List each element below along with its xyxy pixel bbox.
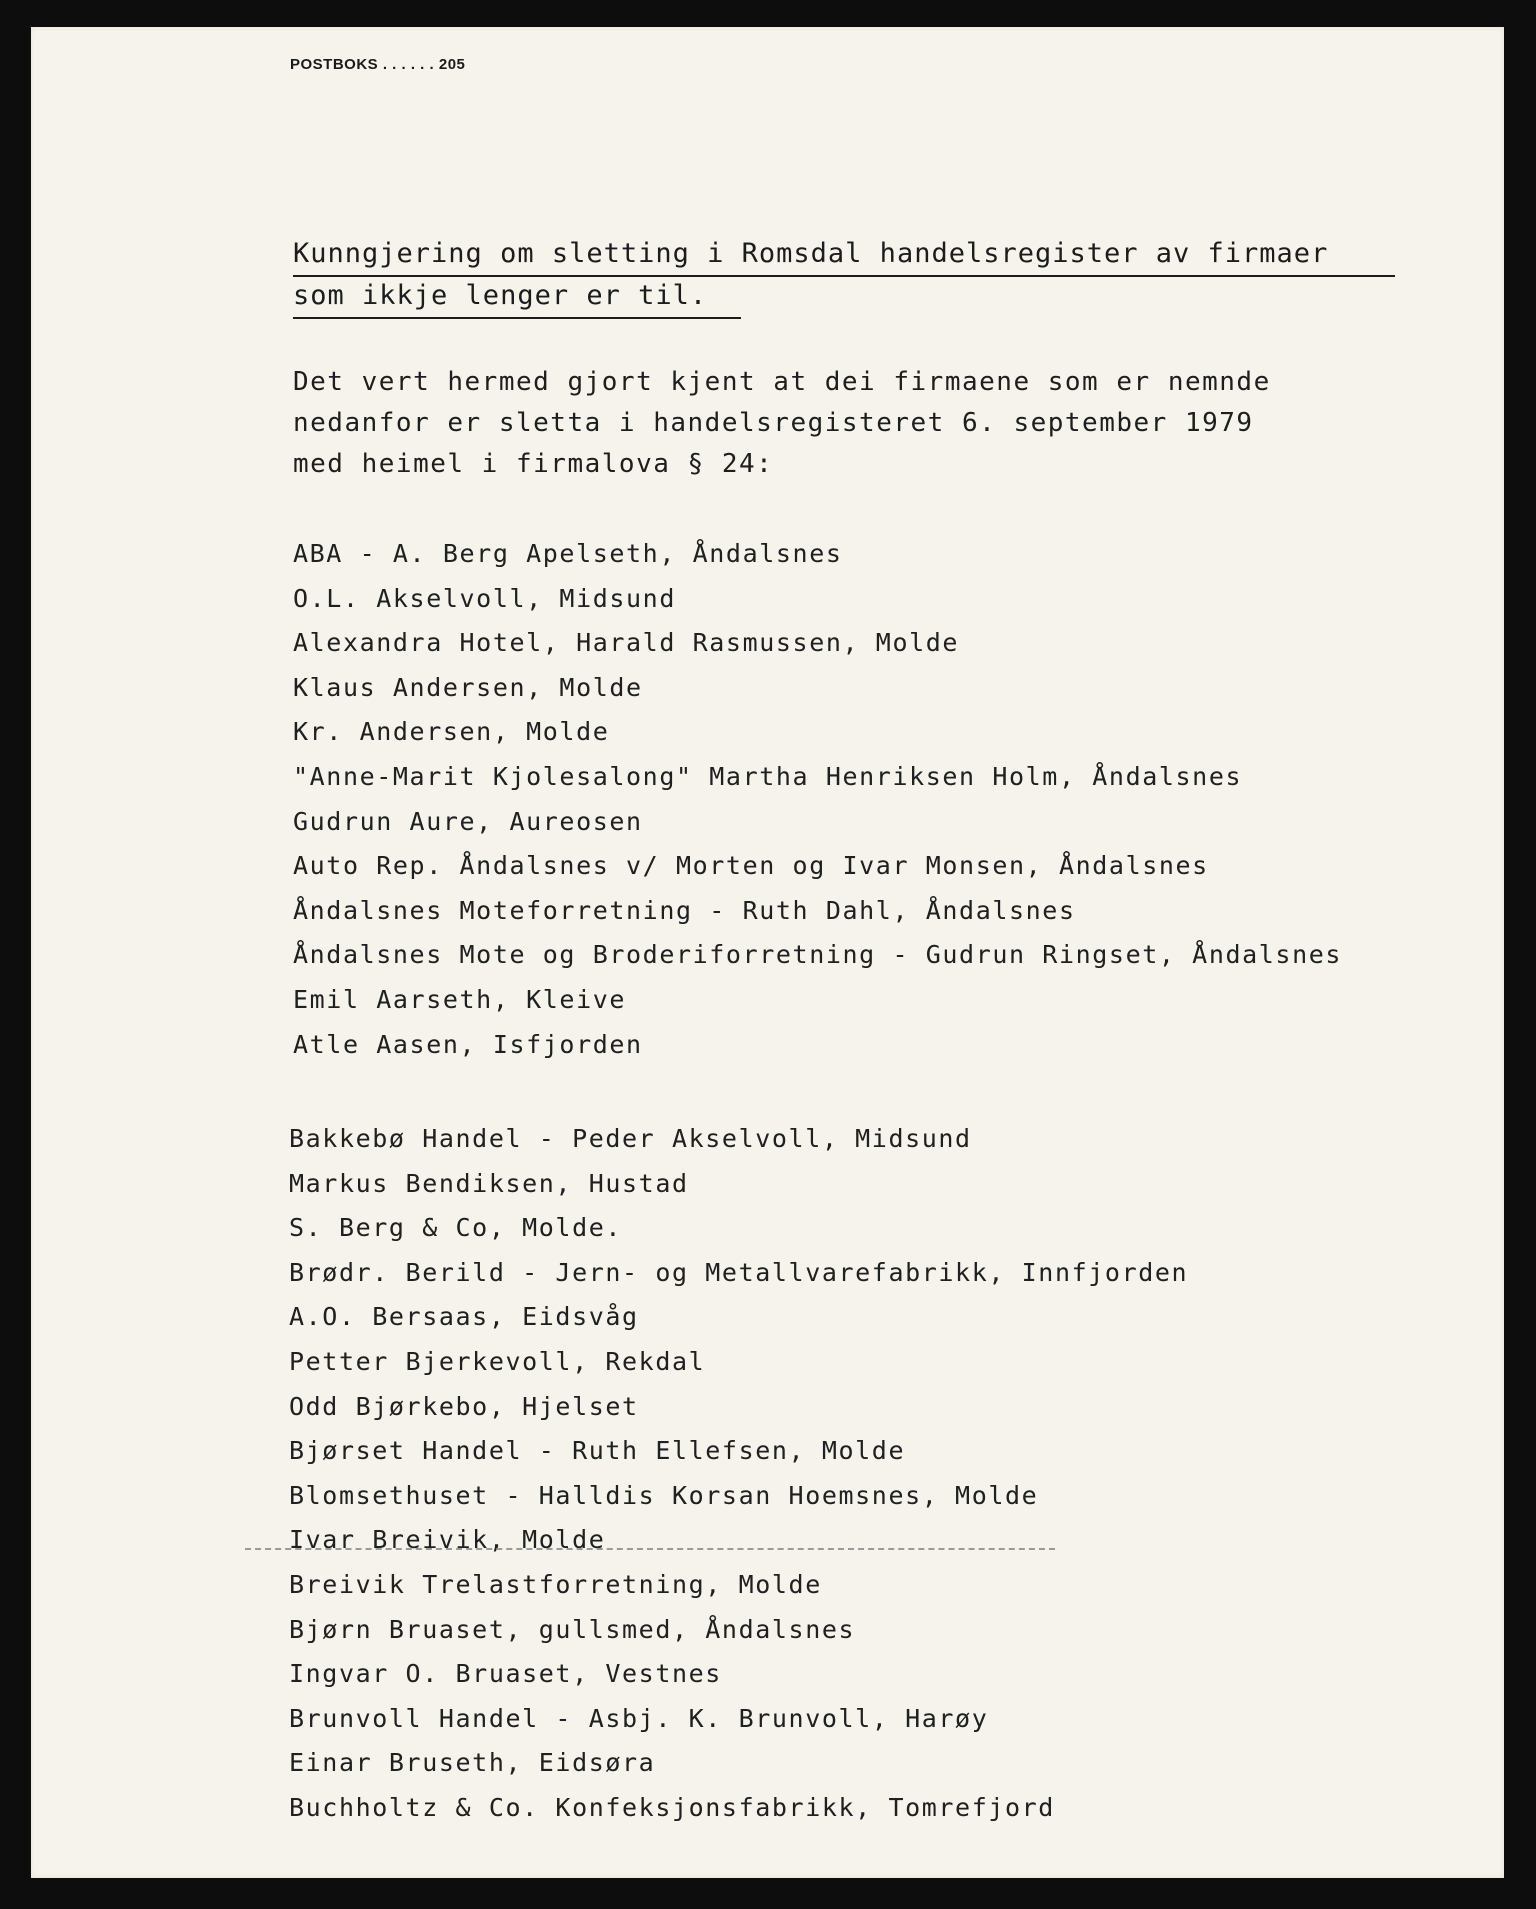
list-item: Auto Rep. Åndalsnes v/ Morten og Ivar Monsen, Åndalsnes (293, 851, 1209, 881)
list-item: S. Berg & Co, Molde. (289, 1213, 623, 1243)
dashed-rule (245, 1548, 1055, 1550)
list-item: Gudrun Aure, Aureosen (293, 806, 643, 836)
list-item: Odd Bjørkebo, Hjelset (289, 1391, 639, 1421)
list-item: Blomsethuset - Halldis Korsan Hoemsnes, Molde (289, 1480, 1039, 1510)
list-item: Einar Bruseth, Eidsøra (289, 1748, 656, 1778)
list-item: Kr. Andersen, Molde (293, 717, 610, 747)
list-item: Ivar Breivik, Molde (289, 1525, 606, 1555)
list-item: Åndalsnes Moteforretning - Ruth Dahl, Åndalsnes (293, 895, 1076, 925)
list-item: Bjørset Handel - Ruth Ellefsen, Molde (289, 1436, 906, 1466)
firm-list-b (289, 1117, 1188, 1831)
firm-list-a (293, 532, 1342, 1067)
title-line-1: Kunngjering om sletting i Romsdal handelsregister av firmaer (293, 235, 1395, 277)
intro-line-3: med heimel i firmalova § 24: (293, 449, 774, 479)
intro-line-1: Det vert hermed gjort kjent at dei firmaene som er nemnde (293, 367, 1271, 397)
list-item: Emil Aarseth, Kleive (293, 984, 627, 1014)
document-title (293, 235, 1395, 319)
list-item: Markus Bendiksen, Hustad (289, 1168, 689, 1198)
intro-line-2: nedanfor er sletta i handelsregisteret 6. september 1979 (293, 408, 1254, 438)
list-item: Brødr. Berild - Jern- og Metallvarefabrikk, Innfjorden (289, 1257, 1189, 1287)
list-item: Buchholtz & Co. Konfeksjonsfabrikk, Tomrefjord (289, 1792, 1055, 1822)
list-item: Breivik Trelastforretning, Molde (289, 1569, 822, 1599)
list-item: Petter Bjerkevoll, Rekdal (289, 1346, 706, 1376)
list-item: "Anne-Marit Kjolesalong" Martha Henriksen Holm, Åndalsnes (293, 761, 1243, 791)
list-item: O.L. Akselvoll, Midsund (293, 583, 676, 613)
intro-paragraph (293, 362, 1413, 485)
list-item: Bakkebø Handel - Peder Akselvoll, Midsund (289, 1124, 972, 1153)
list-item: Klaus Andersen, Molde (293, 672, 643, 702)
title-line-2: som ikkje lenger er til. (293, 277, 741, 319)
list-item: Ingvar O. Bruaset, Vestnes (289, 1659, 722, 1689)
list-item: ABA - A. Berg Apelseth, Åndalsnes (293, 539, 843, 568)
document-page (31, 27, 1504, 1878)
list-item: Bjørn Bruaset, gullsmed, Åndalsnes (289, 1614, 856, 1644)
postboks-stamp: POSTBOKS . . . . . . 205 (290, 56, 466, 73)
list-item: A.O. Bersaas, Eidsvåg (289, 1302, 639, 1332)
list-item: Åndalsnes Mote og Broderiforretning - Gudrun Ringset, Åndalsnes (293, 940, 1343, 970)
list-item: Alexandra Hotel, Harald Rasmussen, Molde (293, 628, 960, 658)
list-item: Brunvoll Handel - Asbj. K. Brunvoll, Harøy (289, 1703, 989, 1733)
list-item: Atle Aasen, Isfjorden (293, 1029, 643, 1059)
